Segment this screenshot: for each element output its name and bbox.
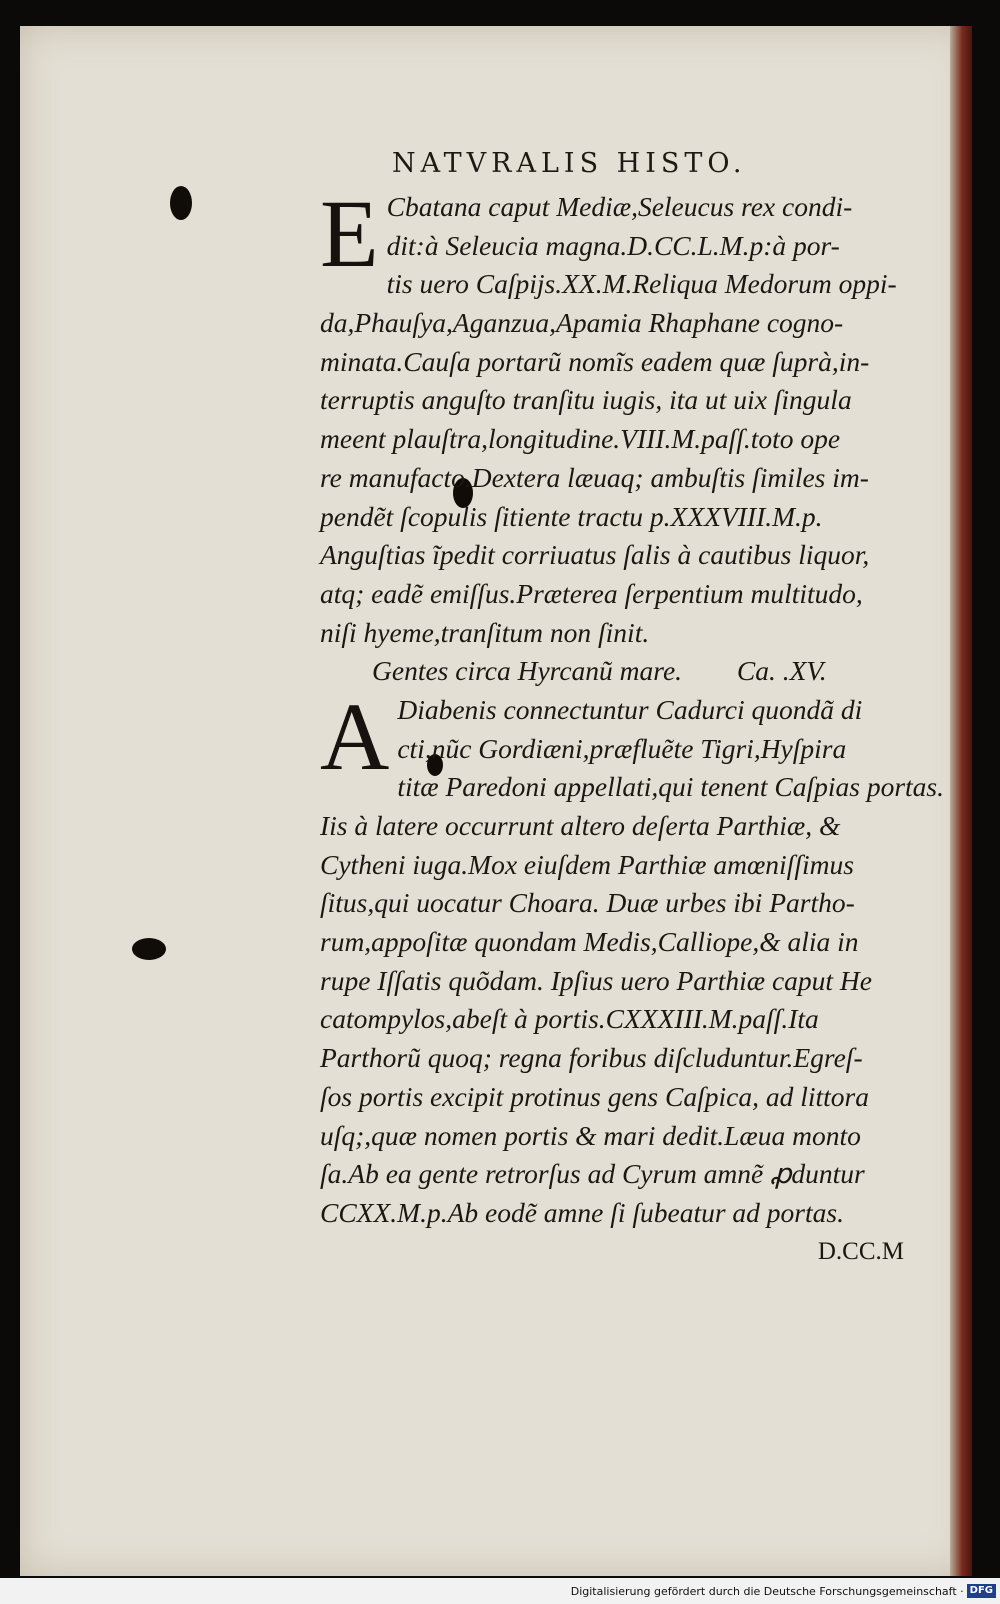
ink-blot [170,186,192,220]
text-line: dit:à Seleucia magna.D.CC.L.M.p:à por- [386,229,840,261]
text-line: re manufacto.Dextera læuaq; ambuſtis ſimiles im- [320,461,869,493]
text-line: Parthorũ quoq; regna foribus diſcluduntur.Egreſ- [320,1042,863,1074]
text-line: Cytheni iuga.Mox eiuſdem Parthiæ amœniſſimus [320,848,854,880]
text-line: Anguſtias ĩpedit corriuatus ſalis à cautibus liquor, [320,539,870,571]
footer-credit: Digitalisierung gefördert durch die Deutsche Forschungsgemeinschaft · [570,1584,964,1598]
main-text [320,180,945,1271]
ink-blot [132,938,166,960]
dfg-logo: DFG [967,1584,996,1598]
chapter-title: Gentes circa Hyrcanũ mare. [372,655,683,687]
text-line: da,Phauſya,Aganzua,Apamia Rhaphane cogno- [320,307,844,339]
text-line: tis uero Caſpijs.XX.M.Reliqua Medorum oppi- [386,268,897,300]
text-line: cti,nũc Gordiæni,præfluẽte Tigri,Hyſpira [397,732,847,764]
text-line: meent plauſtra,longitudine.VIII.M.paſſ.toto ope [320,423,841,455]
text-line: pendẽt ſcopulis ſitiente tractu p.XXXVIII.M.p. [320,500,823,532]
text-line: ſitus,qui uocatur Choara. Duæ urbes ibi Partho- [320,887,855,919]
text-line: minata.Cauſa portarũ nomĩs eadem quæ ſuprà,in- [320,345,870,377]
text-line: terruptis anguſto tranſitu iugis, ita ut uix ſingula [320,384,852,416]
chapter-number: Ca. .XV. [736,655,827,687]
text-line: atq; eadẽ emiſſus.Præterea ſerpentium multitudo, [320,577,863,609]
text-line: ſa.Ab ea gente retrorſus ad Cyrum amnẽ ꝓduntur [320,1158,865,1190]
text-line: rum,appoſitæ quondam Medis,Calliope,& alia in [320,926,859,958]
text-line: titæ Paredoni appellati,qui tenent Caſpias portas. [397,771,945,803]
text-line: catompylos,abeſt à portis.CXXXIII.M.paſſ.Ita [320,1003,819,1035]
chapter-heading [320,652,920,691]
text-line: uſq;,quæ nomen portis & mari dedit.Læua monto [320,1119,861,1151]
text-line: niſi hyeme,tranſitum non ſinit. [320,616,650,648]
catchword: D.CC.M [817,1237,904,1265]
drop-cap-e: E [320,180,379,287]
digitization-footer [0,1578,1000,1604]
running-head: NATVRALIS HISTO. [392,148,747,179]
text-line: CCXX.M.p.Ab eodẽ amne ſi ſubeatur ad portas. [320,1196,844,1228]
text-line: rupe Iſſatis quõdam. Ipſius uero Parthiæ caput He [320,964,873,996]
text-line: Cbatana caput Mediæ,Seleucus rex condi- [386,191,853,222]
text-line: Diabenis connectuntur Cadurci quondã di [397,693,863,725]
text-line: ſos portis excipit protinus gens Caſpica, ad littora [320,1080,869,1112]
drop-cap-a: A [320,682,390,790]
text-line: Iis à latere occurrunt altero deſerta Parthiæ, & [320,810,841,841]
book-spine [950,26,972,1576]
book-page [20,26,972,1576]
